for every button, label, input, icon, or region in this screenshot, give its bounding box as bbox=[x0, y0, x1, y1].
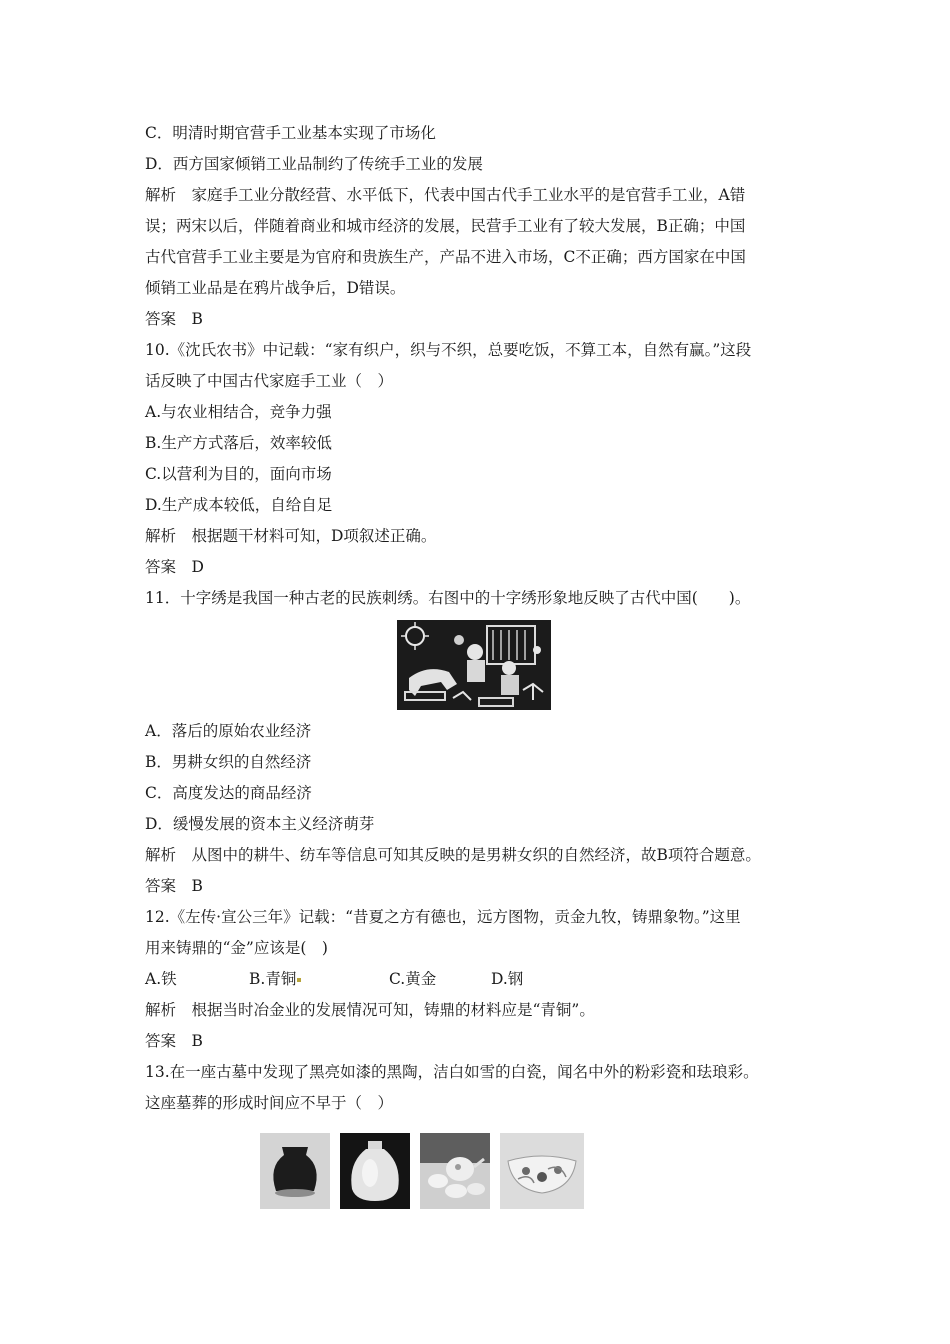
text-line: D.生产成本较低，自给自足 bbox=[145, 496, 333, 514]
document-page bbox=[145, 118, 815, 1209]
choice-d: D.钢 bbox=[491, 970, 524, 988]
text-line: 11．十字绣是我国一种古老的民族刺绣。右图中的十字绣形象地反映了古代中国( )。 bbox=[145, 589, 751, 607]
text-line: C．明清时期官营手工业基本实现了市场化 bbox=[145, 124, 436, 142]
cross-stitch-illustration bbox=[397, 620, 551, 710]
text-line: 解析 家庭手工业分散经营、水平低下，代表中国古代手工业水平的是官营手工业，A错 bbox=[145, 186, 746, 204]
text-line: 用来铸鼎的“金”应该是( ) bbox=[145, 939, 328, 957]
text-line: 倾销工业品是在鸦片战争后，D错误。 bbox=[145, 279, 406, 297]
choice-b: B.青铜 bbox=[249, 970, 297, 988]
text-line: 话反映了中国古代家庭手工业（ ） bbox=[145, 372, 394, 390]
text-line: C.以营利为目的，面向市场 bbox=[145, 465, 332, 483]
text-line: 答案 B bbox=[145, 877, 203, 895]
text-line: 10.《沈氏农书》中记载：“家有织户，织与不织，总要吃饭，不算工本，自然有赢。”这段 bbox=[145, 341, 752, 359]
enamel-bowl-photo bbox=[500, 1133, 584, 1209]
famille-rose-tea-set-photo bbox=[420, 1133, 490, 1209]
text-line: C．高度发达的商品经济 bbox=[145, 784, 312, 802]
text-line: 13.在一座古墓中发现了黑亮如漆的黑陶，洁白如雪的白瓷，闻名中外的粉彩瓷和珐琅彩。 bbox=[145, 1063, 759, 1081]
text-line: 这座墓葬的形成时间应不早于（ ） bbox=[145, 1094, 394, 1112]
text-line: A.与农业相结合，竞争力强 bbox=[145, 403, 332, 421]
text-line: A．落后的原始农业经济 bbox=[145, 722, 312, 740]
text-line: 答案 B bbox=[145, 310, 203, 328]
text-line: B.生产方式落后，效率较低 bbox=[145, 434, 332, 452]
black-pottery-photo bbox=[260, 1133, 330, 1209]
text-line: 答案 D bbox=[145, 558, 204, 576]
choice-a: A.铁 bbox=[145, 970, 177, 988]
text-line: D．缓慢发展的资本主义经济萌芽 bbox=[145, 815, 375, 833]
text-line: 古代官营手工业主要是为官府和贵族生产，产品不进入市场，C不正确；西方国家在中国 bbox=[145, 248, 746, 266]
text-line: 误；两宋以后，伴随着商业和城市经济的发展，民营手工业有了较大发展，B正确；中国 bbox=[145, 217, 746, 235]
pottery-images bbox=[260, 1133, 815, 1209]
text-line: B．男耕女织的自然经济 bbox=[145, 753, 312, 771]
text-line: 解析 根据当时冶金业的发展情况可知，铸鼎的材料应是“青铜”。 bbox=[145, 1001, 595, 1019]
choice-c: C.黄金 bbox=[389, 970, 437, 988]
text-block-1 bbox=[145, 118, 815, 614]
mark-dot bbox=[291, 964, 389, 995]
text-block-3 bbox=[145, 995, 815, 1119]
text-line: 答案 B bbox=[145, 1032, 203, 1050]
choices-row bbox=[145, 964, 815, 995]
text-line: 12.《左传·宣公三年》记载：“昔夏之方有德也，远方图物，贡金九牧，铸鼎象物。”这里 bbox=[145, 908, 741, 926]
cross-stitch-image bbox=[397, 620, 551, 710]
white-porcelain-photo bbox=[340, 1133, 410, 1209]
text-line: D．西方国家倾销工业品制约了传统手工业的发展 bbox=[145, 155, 483, 173]
text-line: 解析 从图中的耕牛、纺车等信息可知其反映的是男耕女织的自然经济，故B项符合题意。 bbox=[145, 846, 761, 864]
text-line: 解析 根据题干材料可知，D项叙述正确。 bbox=[145, 527, 437, 545]
text-block-2 bbox=[145, 716, 815, 964]
